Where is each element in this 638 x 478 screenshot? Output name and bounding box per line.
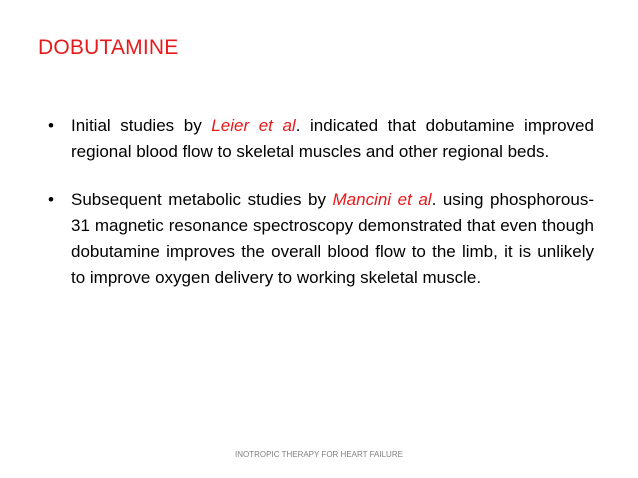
citation-mancini: Mancini et al: [332, 190, 432, 209]
slide-footer: INOTROPIC THERAPY FOR HEART FAILURE: [235, 450, 403, 459]
bullet-item-mancini: [48, 187, 594, 291]
bullet-dot-icon: •: [48, 116, 54, 135]
bullet-list: [48, 113, 594, 291]
citation-leier: Leier et al: [211, 116, 296, 135]
bullet-item-leier: [48, 113, 594, 165]
bullet-dot-icon: •: [48, 190, 54, 209]
bullet-text-start: Subsequent metabolic studies by: [71, 190, 333, 209]
slide-title: DOBUTAMINE: [38, 36, 179, 59]
bullet-text-end: . using phosphorous-31 magnetic resonance spectroscopy demonstrated that even though dobutamine improves the overall blood flow to the limb, it is unlikely to improve oxygen delivery to working skeletal muscle.: [71, 190, 594, 287]
bullet-text-end: . indicated that dobutamine improved regional blood flow to skeletal muscles and other regional beds.: [71, 116, 594, 161]
bullet-text-start: Initial studies by: [71, 116, 212, 135]
